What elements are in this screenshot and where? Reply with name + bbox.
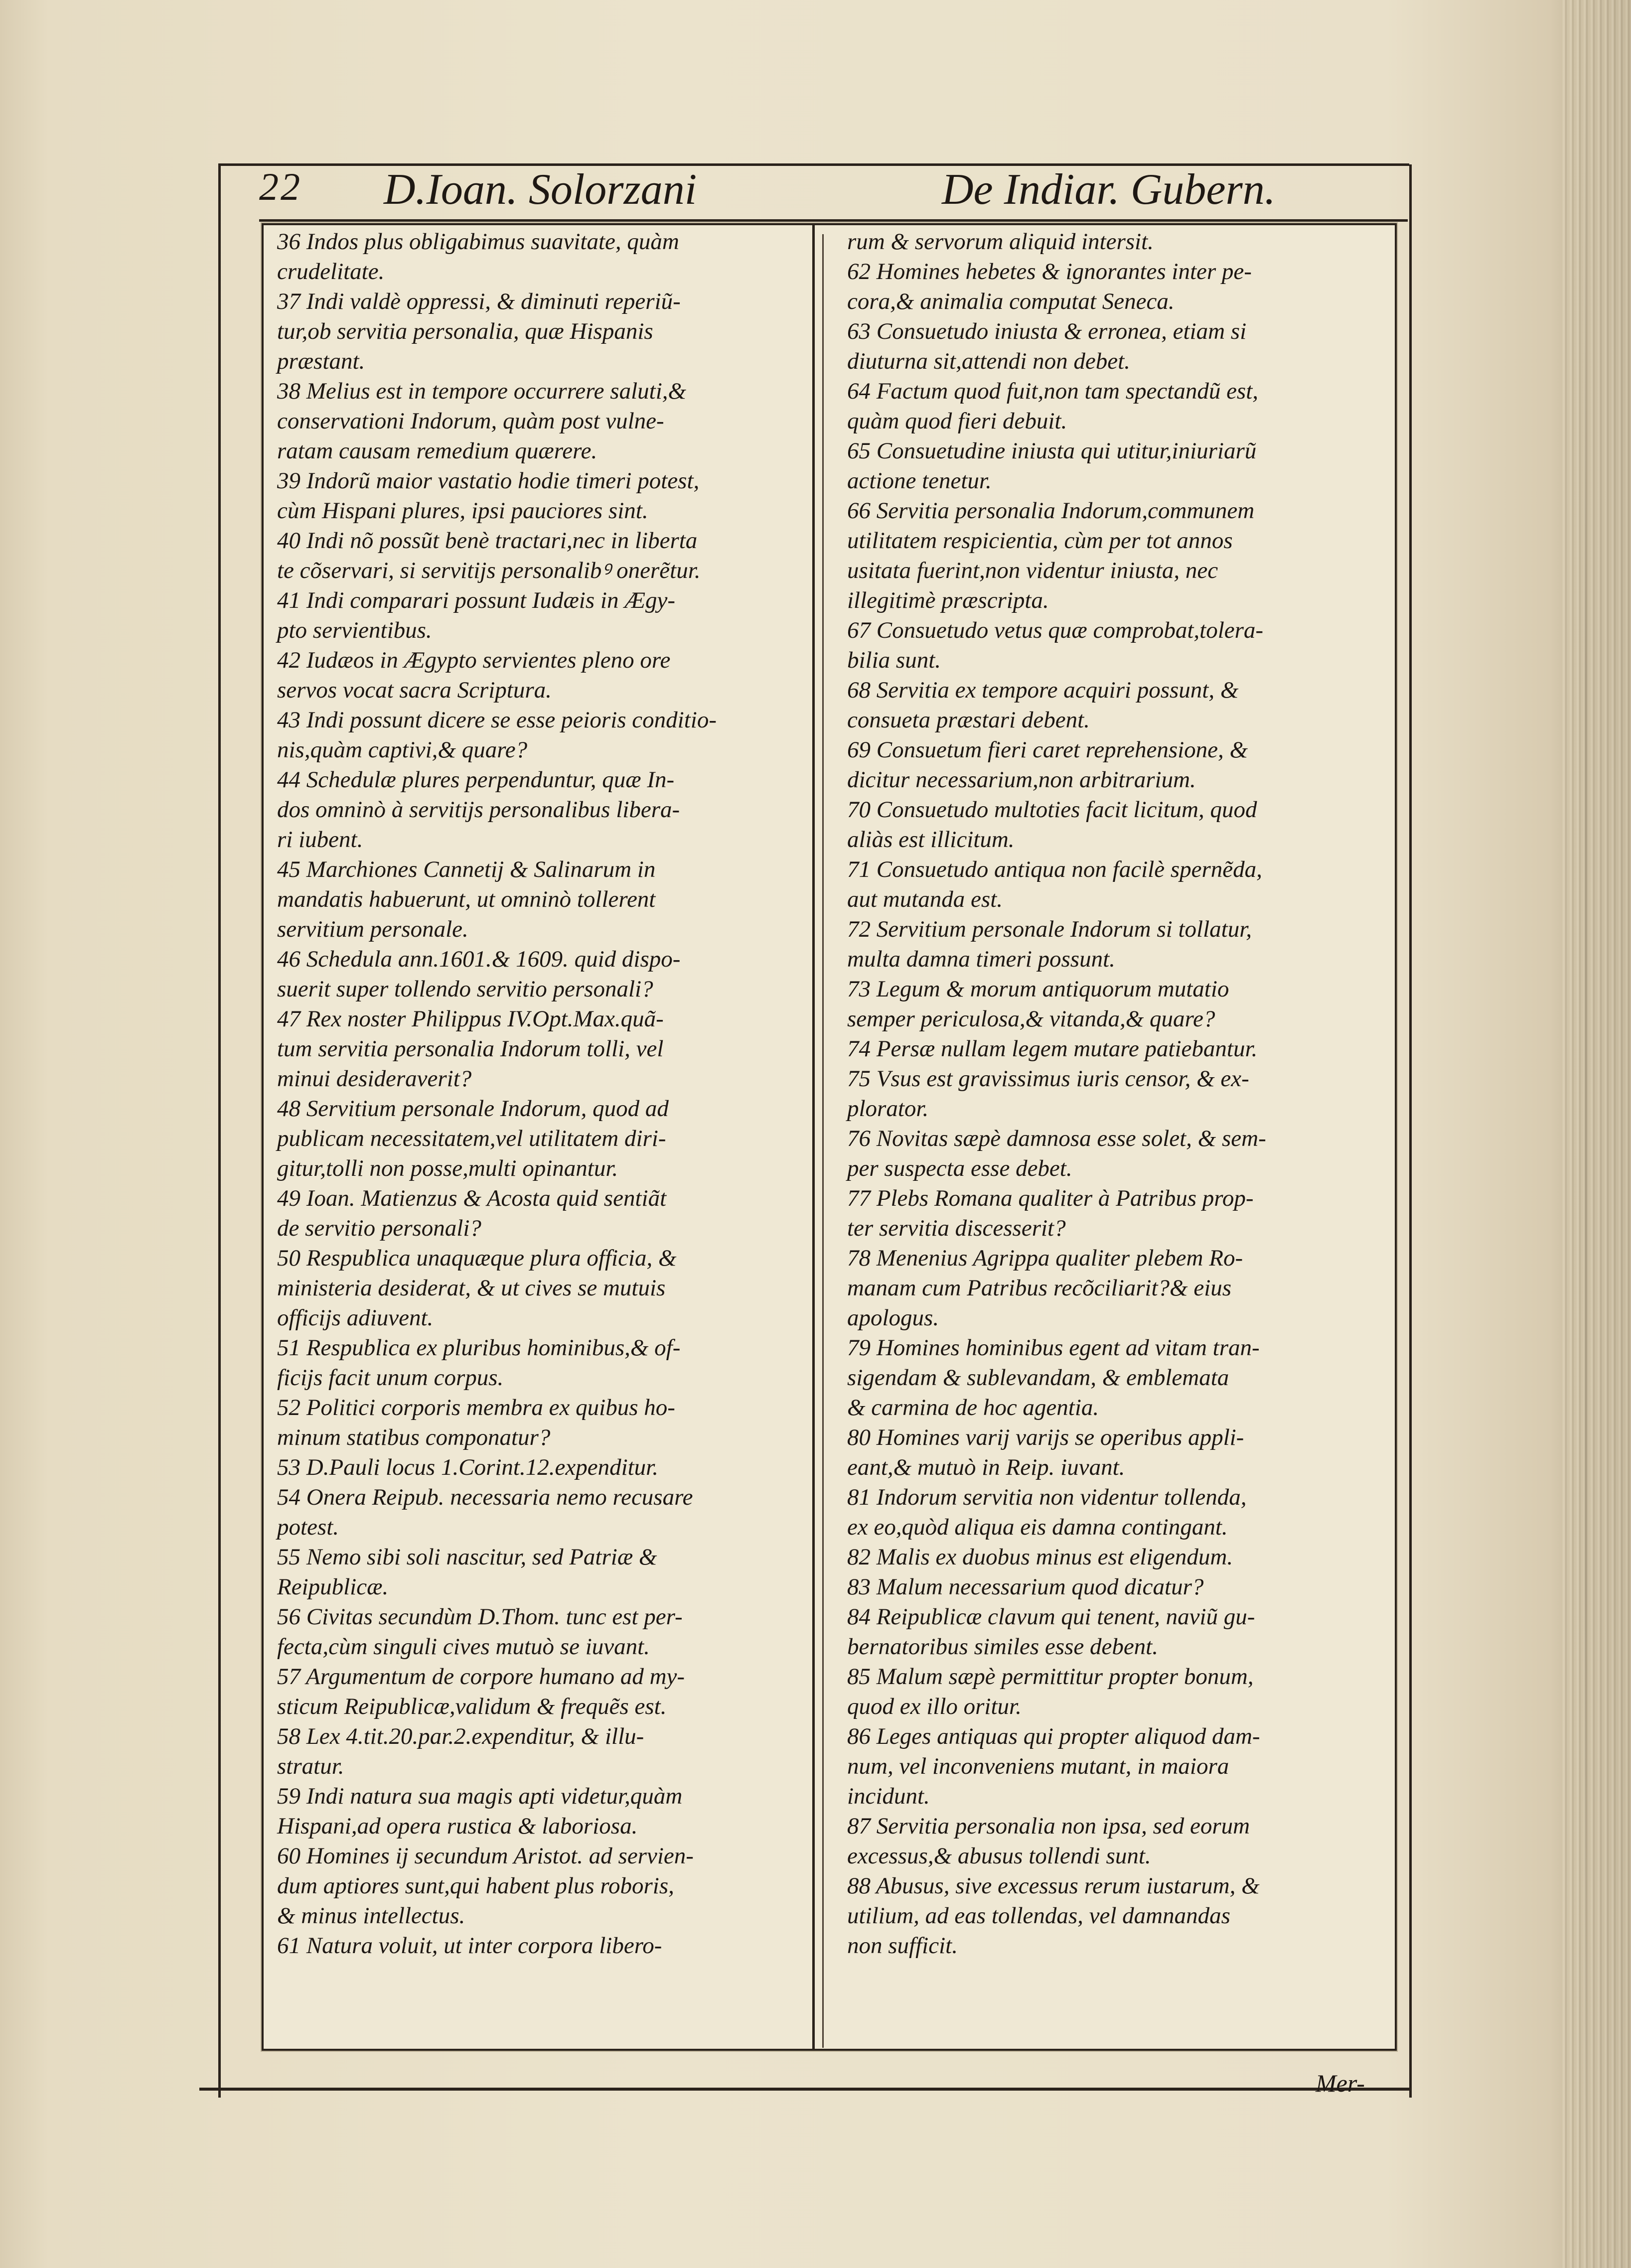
left-column: [277, 227, 805, 1961]
index-entry: 42 Iudæos in Ægypto servientes pleno ore servos vocat sacra Scriptura.: [277, 647, 671, 703]
index-entry: 65 Consuetudine iniusta qui utitur,iniuriarũ actione tenetur.: [847, 438, 1257, 494]
index-entry: 67 Consuetudo vetus quæ comprobat,tolera- bilia sunt.: [847, 617, 1264, 673]
column-divider-inner: [822, 234, 824, 2048]
index-entry: 62 Homines hebetes & ignorantes inter pe- cora,& animalia computat Seneca.: [847, 259, 1252, 314]
index-entry: 51 Respublica ex pluribus hominibus,& of- ficijs facit unum corpus.: [277, 1335, 681, 1391]
catchword: Mer-: [1316, 2069, 1365, 2097]
running-head-author: D.Ioan. Solorzani: [384, 165, 697, 214]
index-entry: 86 Leges antiquas qui propter aliquod dam- num, vel inconveniens mutant, in maiora incidunt.: [847, 1723, 1260, 1809]
column-divider: [812, 223, 815, 2049]
page-edges: [1561, 0, 1631, 2268]
index-entry: 79 Homines hominibus egent ad vitam tran- sigendam & sublevandam, & emblemata & carmina de hoc agentia.: [847, 1335, 1260, 1420]
index-entry: 40 Indi nõ possũt benè tractari,nec in liberta te cõservari, si servitijs personalibꝰ onerẽtur.: [277, 528, 701, 583]
index-entry: 78 Menenius Agrippa qualiter plebem Ro- manam cum Patribus recõciliarit?& eius apologus.: [847, 1245, 1243, 1331]
index-entry: 38 Melius est in tempore occurrere saluti,& conservationi Indorum, quàm post vulne- ratam causam remedium quærere.: [277, 378, 687, 464]
index-entry: 72 Servitium personale Indorum si tollatur, multa damna timeri possunt.: [847, 916, 1252, 972]
index-entry: 85 Malum sæpè permittitur propter bonum, quod ex illo oritur.: [847, 1664, 1254, 1719]
index-entry: 45 Marchiones Cannetij & Salinarum in mandatis habuerunt, ut omninò tollerent servitium personale.: [277, 856, 656, 942]
index-entry: 70 Consuetudo multoties facit licitum, quod aliàs est illicitum.: [847, 797, 1257, 852]
index-entry: 75 Vsus est gravissimus iuris censor, & ex- plorator.: [847, 1066, 1249, 1122]
index-entry: 48 Servitium personale Indorum, quod ad publicam necessitatem,vel utilitatem diri- gitur,tolli non posse,multi opinantur.: [277, 1096, 669, 1181]
index-entry: 81 Indorum servitia non videntur tollenda, ex eo,quòd aliqua eis damna contingant.: [847, 1484, 1247, 1540]
index-entry: 50 Respublica unaquæque plura officia, & ministeria desiderat, & ut cives se mutuis officijs adiuvent.: [277, 1245, 677, 1331]
index-entry: 87 Servitia personalia non ipsa, sed eorum excessus,& abusus tollendi sunt.: [847, 1813, 1250, 1869]
index-entry: 77 Plebs Romana qualiter à Patribus prop- ter servitia discesserit?: [847, 1185, 1254, 1241]
right-column: [847, 227, 1375, 1961]
running-head-title: De Indiar. Gubern.: [942, 165, 1276, 214]
index-entry: 44 Schedulæ plures perpenduntur, quæ In- dos omninò à servitijs personalibus libera- ri iubent.: [277, 767, 680, 852]
page-crease: [1585, 0, 1587, 2268]
index-entry: 41 Indi comparari possunt Iudæis in Ægy- pto servientibus.: [277, 587, 675, 643]
index-entry: 52 Politici corporis membra ex quibus ho- minum statibus componatur?: [277, 1395, 675, 1450]
index-entry: 59 Indi natura sua magis apti videtur,quàm Hispani,ad opera rustica & laboriosa.: [277, 1783, 683, 1839]
index-entry: 55 Nemo sibi soli nascitur, sed Patriæ & Reipublicæ.: [277, 1544, 657, 1600]
index-entry: 76 Novitas sæpè damnosa esse solet, & sem- per suspecta esse debet.: [847, 1126, 1266, 1181]
index-entry: 80 Homines varij varijs se operibus appli- eant,& mutuò in Reip. iuvant.: [847, 1424, 1244, 1480]
index-entry: rum & servorum aliquid intersit.: [847, 229, 1154, 255]
index-entry: 63 Consuetudo iniusta & erronea, etiam si diuturna sit,attendi non debet.: [847, 318, 1247, 374]
index-entry: 46 Schedula ann.1601.& 1609. quid dispo- suerit super tollendo servitio personali?: [277, 946, 681, 1002]
index-entry: 71 Consuetudo antiqua non facilè spernẽda, aut mutanda est.: [847, 856, 1262, 912]
head-rule: [259, 219, 1408, 222]
index-entry: 61 Natura voluit, ut inter corpora libero-: [277, 1933, 662, 1959]
index-entry: 82 Malis ex duobus minus est eligendum.: [847, 1544, 1233, 1570]
page-number: 22: [259, 165, 302, 208]
index-entry: 36 Indos plus obligabimus suavitate, quàm crudelitate.: [277, 229, 679, 284]
index-entry: 56 Civitas secundùm D.Thom. tunc est per- fecta,cùm singuli cives mutuò se iuvant.: [277, 1604, 683, 1660]
index-entry: 73 Legum & morum antiquorum mutatio semper periculosa,& vitanda,& quare?: [847, 976, 1229, 1032]
index-entry: 53 D.Pauli locus 1.Corint.12.expenditur.: [277, 1454, 659, 1480]
index-entry: 69 Consuetum fieri caret reprehensione, & dicitur necessarium,non arbitrarium.: [847, 737, 1248, 793]
index-entry: 49 Ioan. Matienzus & Acosta quid sentiãt de servitio personali?: [277, 1185, 667, 1241]
index-entry: 37 Indi valdè oppressi, & diminuti reperiũ- tur,ob servitia personalia, quæ Hispanis præstant.: [277, 288, 681, 374]
index-entry: 57 Argumentum de corpore humano ad my- sticum Reipublicæ,validum & frequẽs est.: [277, 1664, 685, 1719]
index-entry: 60 Homines ij secundum Aristot. ad servien- dum aptiores sunt,qui habent plus roboris, & minus intellectus.: [277, 1843, 694, 1929]
index-entry: 64 Factum quod fuit,non tam spectandũ est, quàm quod fieri debuit.: [847, 378, 1259, 434]
index-entry: 43 Indi possunt dicere se esse peioris conditio- nis,quàm captivi,& quare?: [277, 707, 717, 763]
index-entry: 66 Servitia personalia Indorum,communem utilitatem respicientia, cùm per tot annos usitata fuerint,non videntur iniusta, nec illegitimè præscripta.: [847, 498, 1255, 613]
index-entry: 88 Abusus, sive excessus rerum iustarum, & utilium, ad eas tollendas, vel damnandas non sufficit.: [847, 1873, 1260, 1959]
index-entry: 83 Malum necessarium quod dicatur?: [847, 1574, 1204, 1600]
index-entry: 47 Rex noster Philippus IV.Opt.Max.quã- tum servitia personalia Indorum tolli, vel minui desideraverit?: [277, 1006, 664, 1092]
index-entry: 54 Onera Reipub. necessaria nemo recusare potest.: [277, 1484, 693, 1540]
running-head: [219, 164, 1390, 219]
index-entry: 39 Indorũ maior vastatio hodie timeri potest, cùm Hispani plures, ipsi pauciores sint.: [277, 468, 700, 524]
index-entry: 58 Lex 4.tit.20.par.2.expenditur, & illu- stratur.: [277, 1723, 644, 1779]
index-entry: 84 Reipublicæ clavum qui tenent, naviũ gu- bernatoribus similes esse debent.: [847, 1604, 1255, 1660]
index-entry: 68 Servitia ex tempore acquiri possunt, & consueta præstari debent.: [847, 677, 1239, 733]
index-entry: 74 Persæ nullam legem mutare patiebantur.: [847, 1036, 1258, 1062]
bottom-rule: [199, 2088, 1410, 2091]
